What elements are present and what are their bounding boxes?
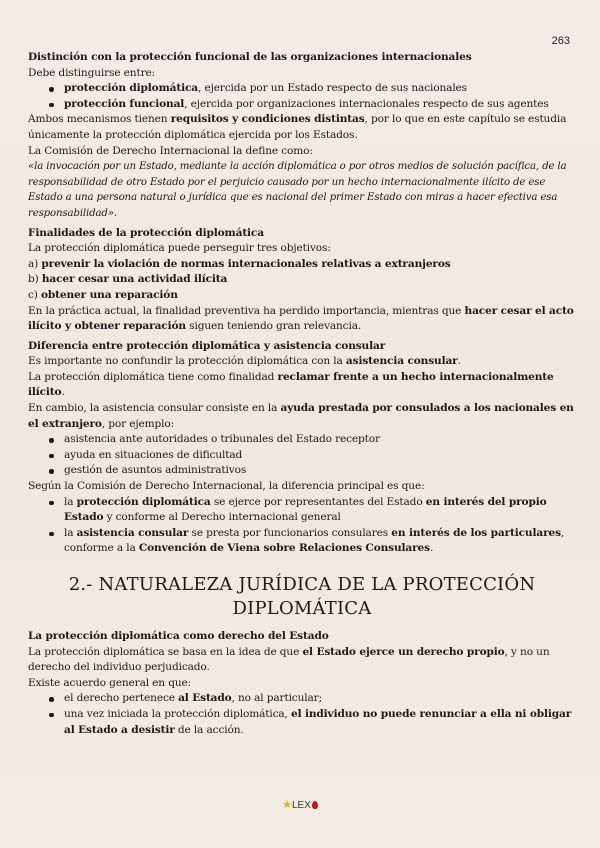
section-title: 2.- NATURALEZA JURÍDICA DE LA PROTECCIÓN DIPLOMÁTICA: [68, 574, 536, 619]
objective-item: b) hacer cesar una actividad ilícita: [28, 273, 228, 286]
heading-distincion: Distinción con la protección funcional de las organizaciones internacionales: [28, 51, 472, 63]
page-content: [28, 50, 576, 738]
paragraph: La protección diplomática tiene como finalidad reclamar frente a un hecho internacionalmente ilícito.: [28, 370, 554, 399]
heading-finalidades: Finalidades de la protección diplomática: [28, 226, 264, 239]
bullet-list: [28, 495, 576, 557]
list-item: gestión de asuntos administrativos: [28, 463, 576, 479]
drop-icon: [312, 801, 318, 809]
footer-logo: [0, 798, 600, 811]
objective-item: a) prevenir la violación de normas internacionales relativas a extranjeros: [28, 257, 451, 270]
list-item: el derecho pertenece al Estado, no al particular;: [28, 691, 576, 707]
paragraph: Según la Comisión de Derecho Internacional, la diferencia principal es que:: [28, 480, 425, 493]
list-item: la protección diplomática se ejerce por representantes del Estado en interés del propio Estado y conforme al Derecho internacional general: [28, 495, 576, 526]
bullet-list: [28, 81, 576, 112]
paragraph: En cambio, la asistencia consular consiste en la ayuda prestada por consulados a los nacionales en el extranjero, por ejemplo:: [28, 402, 574, 430]
definition-quote: «la invocación por un Estado, mediante la acción diplomática o por otros medios de solución pacífica, de la responsabilidad de otro Estado por el perjuicio causado por un hecho internacionalmente ilícito de ese Estado a una persona natural o jurídica que es nacional del primer Estado con miras a hacer efectiva esa responsabilidad».: [28, 161, 567, 219]
heading-derecho-estado: La protección diplomática como derecho del Estado: [28, 630, 329, 642]
paragraph: Ambos mecanismos tienen requisitos y condiciones distintas, por lo que en este capítulo se estudia únicamente la protección diplomática ejercida por los Estados.: [28, 113, 567, 141]
paragraph: Existe acuerdo general en que:: [28, 676, 192, 689]
list-item: ayuda en situaciones de dificultad: [28, 448, 576, 464]
list-item: una vez iniciada la protección diplomática, el individuo no puede renunciar a ella ni obligar al Estado a desistir de la acción.: [28, 707, 576, 738]
paragraph: Debe distinguirse entre:: [28, 66, 156, 79]
heading-diferencia: Diferencia entre protección diplomática y asistencia consular: [28, 339, 386, 352]
paragraph: La Comisión de Derecho Internacional la define como:: [28, 144, 313, 157]
star-icon: ★: [282, 799, 292, 811]
bullet-list: [28, 432, 576, 479]
objective-item: c) obtener una reparación: [28, 288, 178, 301]
list-item: la asistencia consular se presta por funcionarios consulares en interés de los particulares, conforme a la Convención de Viena sobre Relaciones Consulares.: [28, 526, 576, 557]
list-item: asistencia ante autoridades o tribunales del Estado receptor: [28, 432, 576, 448]
list-item: protección diplomática, ejercida por un Estado respecto de sus nacionales: [28, 81, 576, 97]
bullet-list: [28, 691, 576, 738]
paragraph: En la práctica actual, la finalidad preventiva ha perdido importancia, mientras que hacer cesar el acto ilícito y obtener reparación siguen teniendo gran relevancia.: [28, 304, 574, 333]
paragraph: Es importante no confundir la protección diplomática con la asistencia consular.: [28, 355, 461, 368]
paragraph: La protección diplomática puede perseguir tres objetivos:: [28, 242, 331, 255]
page-number: 263: [551, 35, 570, 47]
paragraph: La protección diplomática se basa en la idea de que el Estado ejerce un derecho propio, y no un derecho del individuo perjudicado.: [28, 645, 550, 674]
list-item: protección funcional, ejercida por organizaciones internacionales respecto de sus agentes: [28, 97, 576, 113]
brand-text: LEX: [291, 800, 311, 811]
